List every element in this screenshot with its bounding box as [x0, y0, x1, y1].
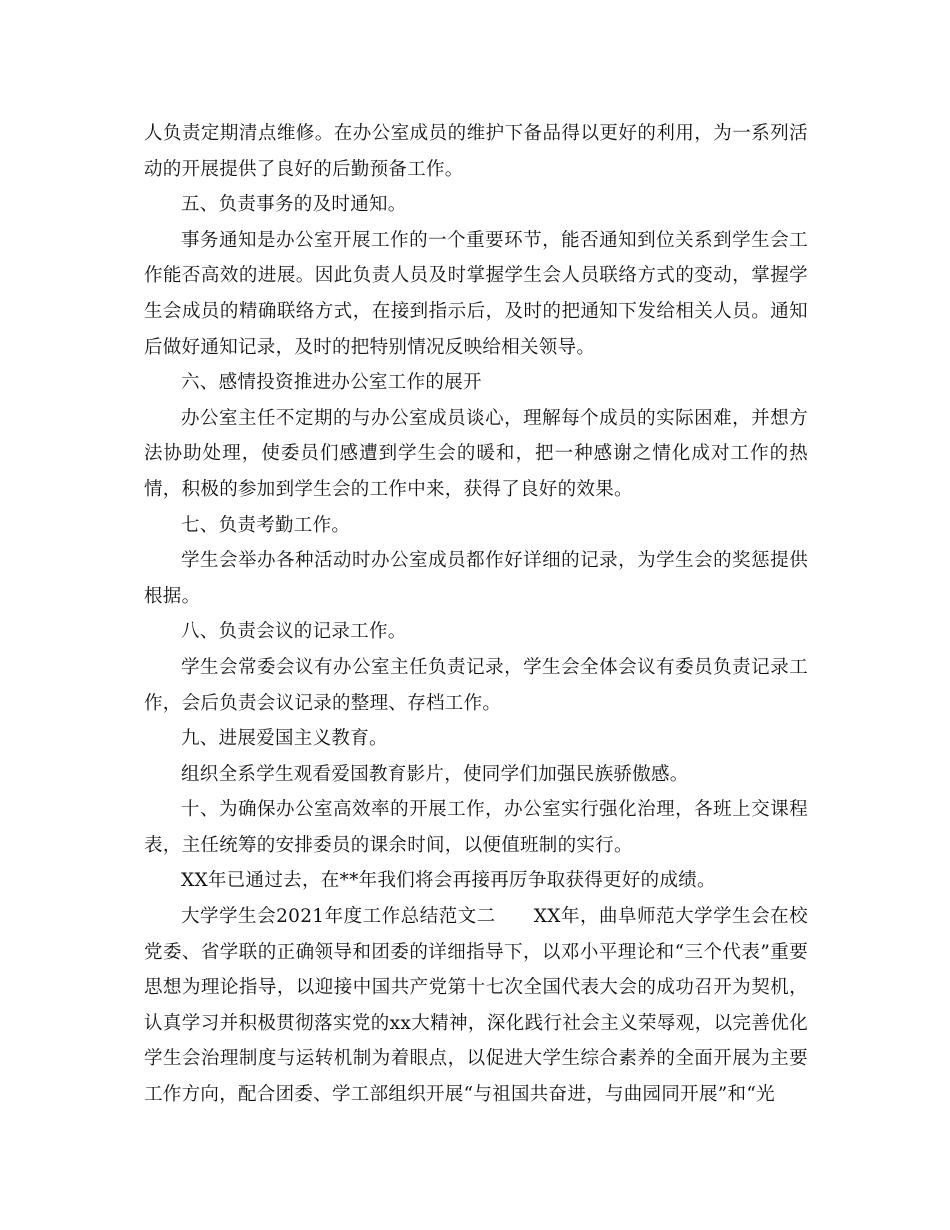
section-heading-8: 八、负责会议的记录工作。	[181, 621, 407, 643]
paragraph: 组织全系学生观看爱国教育影片，使同学们加强民族骄傲感。	[181, 763, 689, 785]
paragraph: 学生会举办各种活动时办公室成员都作好详细的记录，为学生会的奖惩提供根据。	[144, 550, 808, 607]
paragraph-continuation: 人负责定期清点维修。在办公室成员的维护下备品得以更好的利用，为一系列活动的开展提供了良好的后勤预备工作。	[144, 123, 808, 180]
section-heading-5: 五、负责事务的及时通知。	[181, 194, 407, 216]
section-heading-9: 九、进展爱国主义教育。	[181, 728, 388, 750]
paragraph: 学生会常委会议有办公室主任负责记录，学生会全体会议有委员负责记录工作，会后负责会议记录的整理、存档工作。	[144, 656, 808, 714]
document-body	[144, 116, 808, 1113]
paragraph: 事务通知是办公室开展工作的一个重要环节，能否通知到位关系到学生会工作能否高效的进展。因此负责人员及时掌握学生会人员联络方式的变动，掌握学生会成员的精确联络方式，在接到指示后，及时的把通知下发给相关人员。通知后做好通知记录，及时的把特别情况反映给相关领导。	[144, 229, 808, 358]
paragraph: XX年已通过去，在**年我们将会再接再厉争取获得更好的成绩。	[181, 870, 716, 892]
section-heading-6: 六、感情投资推进办公室工作的展开	[181, 372, 482, 394]
paragraph: 大学学生会2021年度工作总结范文二 XX年，曲阜师范大学学生会在校党委、省学联的正确领导和团委的详细指导下，以邓小平理论和“三个代表”重要思想为理论指导，以迎接中国共产党第十七次全国代表大会的成功召开为契机，认真学习并积极贯彻落实党的xx大精神，深化践行社会主义荣辱观，以完善优化学生会治理制度与运转机制为着眼点，以促进大学生综合素养的全面开展为主要工作方向，配合团委、学工部组织开展“与祖国共奋进，与曲园同开展”和“光	[144, 906, 808, 1106]
section-heading-7: 七、负责考勤工作。	[181, 514, 351, 536]
section-heading-10: 十、为确保办公室高效率的开展工作，办公室实行强化治理，各班上交课程表，主任统筹的安排委员的课余时间，以便值班制的实行。	[144, 799, 808, 856]
paragraph: 办公室主任不定期的与办公室成员谈心，理解每个成员的实际困难，并想方法协助处理，使委员们感遭到学生会的暖和，把一种感谢之情化成对工作的热情，积极的参加到学生会的工作中来，获得了良好的效果。	[144, 407, 808, 500]
